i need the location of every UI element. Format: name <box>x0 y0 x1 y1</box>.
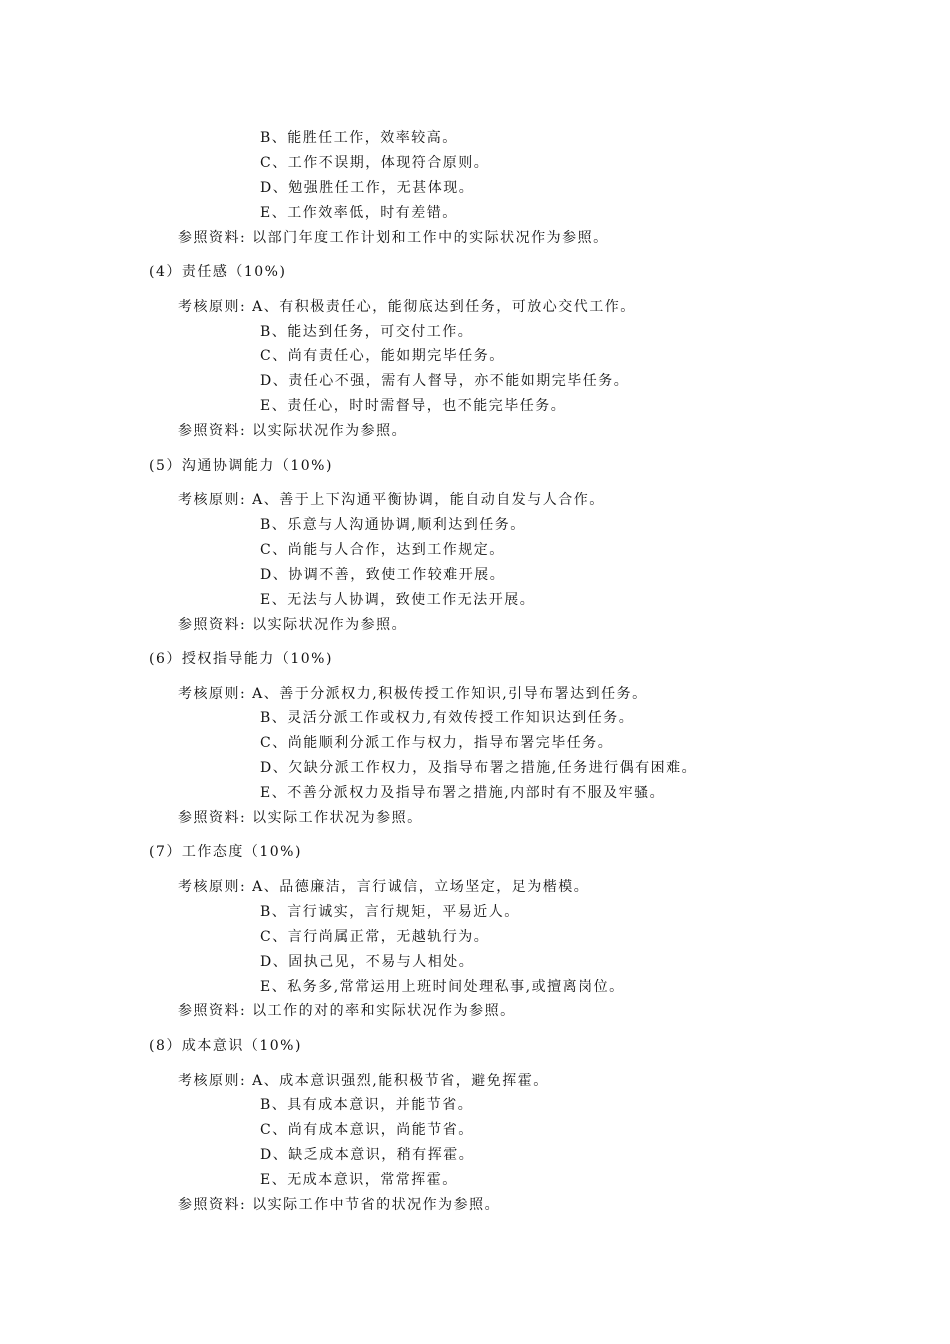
option-c: C、工作不误期，体现符合原则。 <box>260 155 490 171</box>
criteria-option-a: 考核原则: A、成本意识强烈,能积极节省，避免挥霍。 <box>178 1073 549 1089</box>
option-c: C、尚有责任心，能如期完毕任务。 <box>260 348 505 364</box>
option-e: E、无成本意识，常常挥霍。 <box>260 1172 458 1188</box>
option-c: C、尚能顺利分派工作与权力，指导布署完毕任务。 <box>260 735 614 751</box>
option-c: C、言行尚属正常，无越轨行为。 <box>260 929 490 945</box>
section-heading: (8）成本意识（10%) <box>149 1038 302 1054</box>
reference-note: 参照资料: 以实际工作中节省的状况作为参照。 <box>178 1197 501 1213</box>
option-d: D、固执己见，不易与人相处。 <box>260 954 475 970</box>
reference-note: 参照资料: 以实际工作状况为参照。 <box>178 810 423 826</box>
option-b: B、灵活分派工作或权力,有效传授工作知识达到任务。 <box>260 710 635 726</box>
option-d: D、勉强胜任工作，无甚体现。 <box>260 180 475 196</box>
option-c: C、尚能与人合作，达到工作规定。 <box>260 542 505 558</box>
option-d: D、缺乏成本意识，稍有挥霍。 <box>260 1147 475 1163</box>
reference-note: 参照资料: 以实际状况作为参照。 <box>178 423 408 439</box>
option-e: E、私务多,常常运用上班时间处理私事,或擅离岗位。 <box>260 979 625 995</box>
option-e: E、无法与人协调，致使工作无法开展。 <box>260 592 536 608</box>
criteria-option-a: 考核原则: A、品德廉洁，言行诚信，立场坚定，足为楷模。 <box>178 879 590 895</box>
option-e: E、工作效率低，时有差错。 <box>260 205 458 221</box>
reference-note: 参照资料: 以实际状况作为参照。 <box>178 617 408 633</box>
option-b: B、乐意与人沟通协调,顺利达到任务。 <box>260 517 526 533</box>
section-heading: (4）责任感（10%) <box>149 264 287 280</box>
option-b: B、能胜任工作，效率较高。 <box>260 130 458 146</box>
option-d: D、责任心不强，需有人督导，亦不能如期完毕任务。 <box>260 373 630 389</box>
option-e: E、不善分派权力及指导布署之措施,内部时有不服及牢骚。 <box>260 785 666 801</box>
section-heading: (7）工作态度（10%) <box>149 844 302 860</box>
reference-note: 参照资料: 以部门年度工作计划和工作中的实际状况作为参照。 <box>178 230 609 246</box>
criteria-option-a: 考核原则: A、善于上下沟通平衡协调，能自动自发与人合作。 <box>178 492 605 508</box>
criteria-option-a: 考核原则: A、有积极责任心，能彻底达到任务，可放心交代工作。 <box>178 299 636 315</box>
option-d: D、欠缺分派工作权力，及指导布署之措施,任务进行偶有困难。 <box>260 760 698 776</box>
section-heading: (6）授权指导能力（10%) <box>149 651 333 667</box>
reference-note: 参照资料: 以工作的对的率和实际状况作为参照。 <box>178 1003 516 1019</box>
option-d: D、协调不善，致使工作较难开展。 <box>260 567 506 583</box>
option-c: C、尚有成本意识，尚能节省。 <box>260 1122 474 1138</box>
option-b: B、言行诚实，言行规矩，平易近人。 <box>260 904 520 920</box>
section-heading: (5）沟通协调能力（10%) <box>149 458 333 474</box>
criteria-option-a: 考核原则: A、善于分派权力,积极传授工作知识,引导布署达到任务。 <box>178 686 648 702</box>
option-e: E、责任心，时时需督导，也不能完毕任务。 <box>260 398 567 414</box>
option-b: B、具有成本意识，并能节省。 <box>260 1097 474 1113</box>
option-b: B、能达到任务，可交付工作。 <box>260 324 474 340</box>
